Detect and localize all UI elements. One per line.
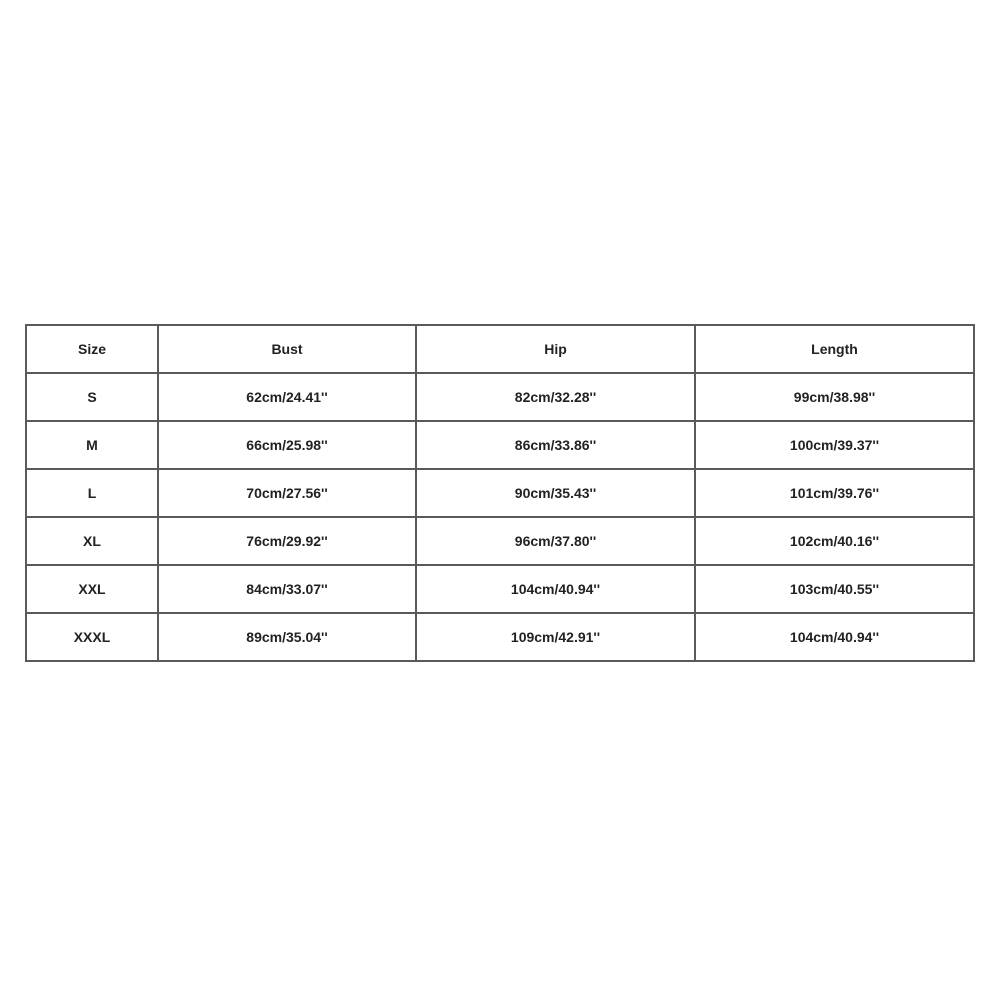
hip-cell: 90cm/35.43'' bbox=[416, 469, 695, 517]
table-row bbox=[26, 421, 974, 469]
size-cell: S bbox=[26, 373, 158, 421]
size-cell: XL bbox=[26, 517, 158, 565]
length-cell: 99cm/38.98'' bbox=[695, 373, 974, 421]
length-cell: 102cm/40.16'' bbox=[695, 517, 974, 565]
header-length: Length bbox=[695, 325, 974, 373]
hip-cell: 104cm/40.94'' bbox=[416, 565, 695, 613]
bust-cell: 89cm/35.04'' bbox=[158, 613, 416, 661]
header-hip: Hip bbox=[416, 325, 695, 373]
hip-cell: 86cm/33.86'' bbox=[416, 421, 695, 469]
bust-cell: 84cm/33.07'' bbox=[158, 565, 416, 613]
size-chart-table bbox=[25, 324, 975, 662]
header-row bbox=[26, 325, 974, 373]
header-size: Size bbox=[26, 325, 158, 373]
bust-cell: 66cm/25.98'' bbox=[158, 421, 416, 469]
table-row bbox=[26, 373, 974, 421]
table-row bbox=[26, 517, 974, 565]
header-bust: Bust bbox=[158, 325, 416, 373]
size-cell: XXL bbox=[26, 565, 158, 613]
bust-cell: 62cm/24.41'' bbox=[158, 373, 416, 421]
table-row bbox=[26, 565, 974, 613]
hip-cell: 82cm/32.28'' bbox=[416, 373, 695, 421]
length-cell: 100cm/39.37'' bbox=[695, 421, 974, 469]
bust-cell: 76cm/29.92'' bbox=[158, 517, 416, 565]
size-cell: M bbox=[26, 421, 158, 469]
table-row bbox=[26, 613, 974, 661]
length-cell: 103cm/40.55'' bbox=[695, 565, 974, 613]
length-cell: 101cm/39.76'' bbox=[695, 469, 974, 517]
hip-cell: 109cm/42.91'' bbox=[416, 613, 695, 661]
size-cell: XXXL bbox=[26, 613, 158, 661]
bust-cell: 70cm/27.56'' bbox=[158, 469, 416, 517]
table-row bbox=[26, 469, 974, 517]
size-cell: L bbox=[26, 469, 158, 517]
length-cell: 104cm/40.94'' bbox=[695, 613, 974, 661]
hip-cell: 96cm/37.80'' bbox=[416, 517, 695, 565]
